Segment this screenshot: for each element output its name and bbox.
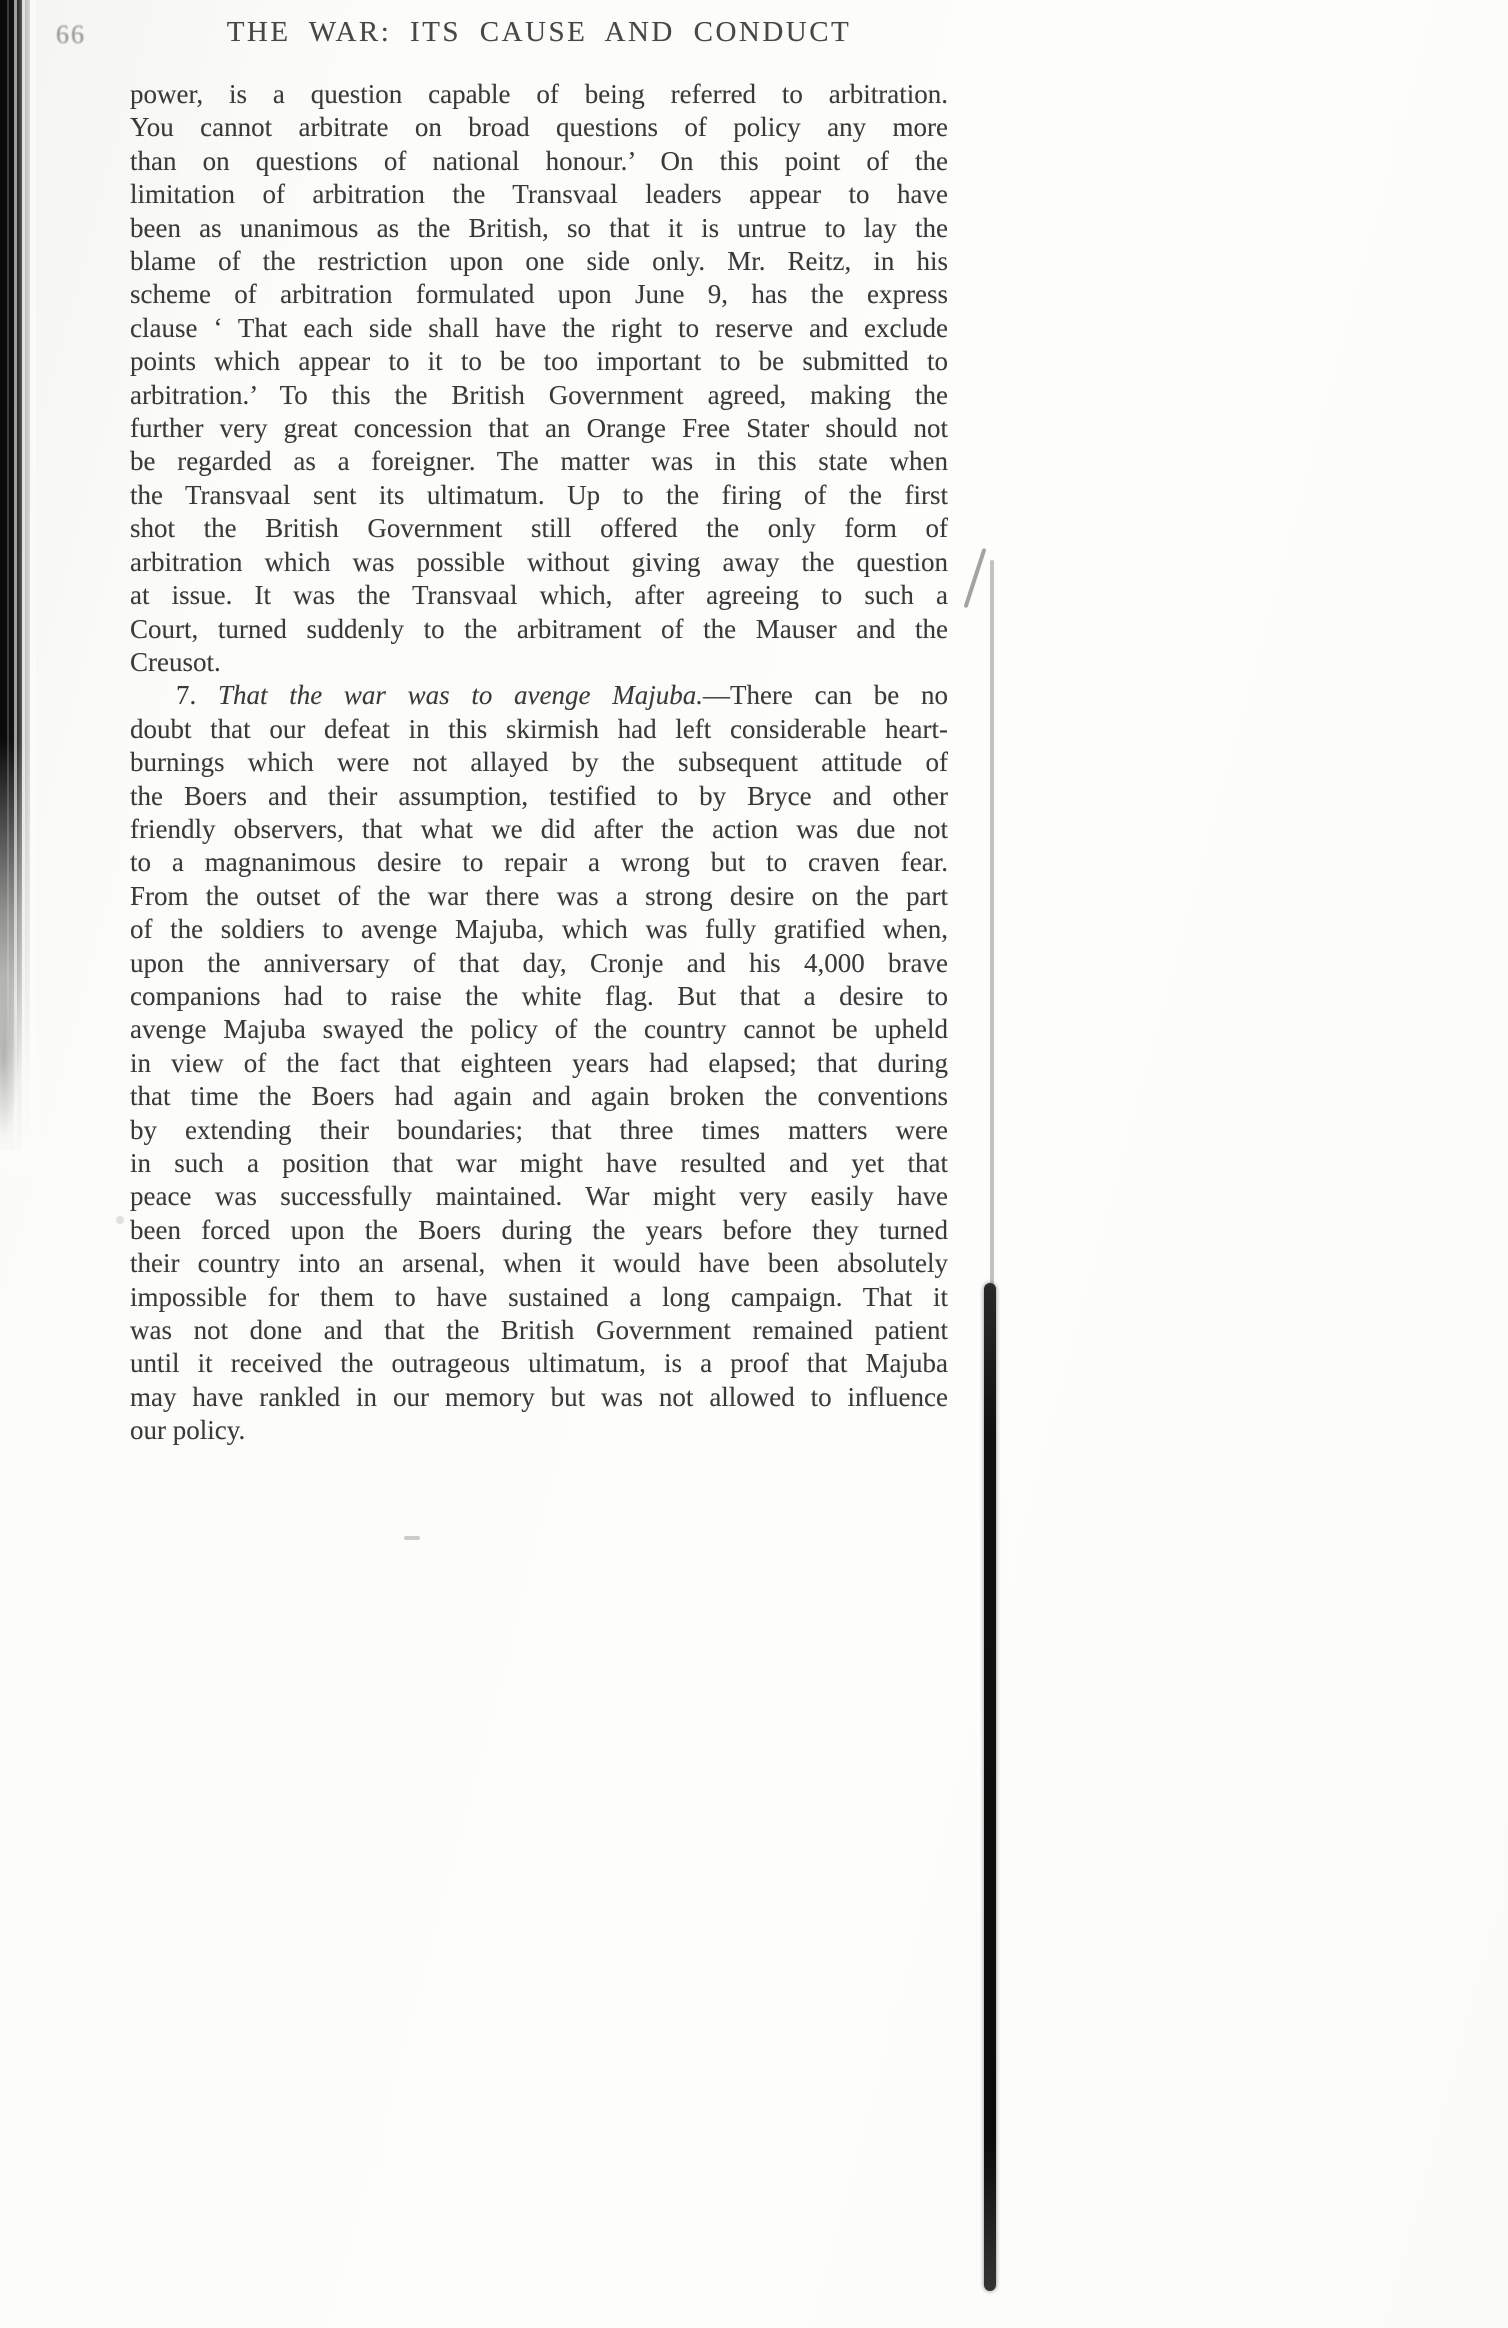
- text-line: until it received the outrageous ultimatum, is a proof that Majuba: [130, 1348, 948, 1379]
- text-line: friendly observers, that what we did after the action was due not: [130, 813, 948, 844]
- text-line: upon the anniversary of that day, Cronje and his 4,000 brave: [130, 947, 948, 978]
- text-line: the Transvaal sent its ultimatum. Up to the firing of the first: [130, 479, 948, 510]
- text-line: to a magnanimous desire to repair a wrong but to craven fear.: [130, 847, 948, 878]
- scan-line-right-faint: [990, 560, 994, 1288]
- text-line: by extending their boundaries; that three times matters were: [130, 1114, 948, 1145]
- scan-line-right-dark: [984, 1283, 996, 2291]
- text-line: further very great concession that an Orange Free Stater should not: [130, 413, 948, 444]
- text-line: may have rankled in our memory but was not allowed to influence: [130, 1381, 948, 1412]
- paragraph: [130, 78, 948, 679]
- text-line: burnings which were not allayed by the subsequent attitude of: [130, 747, 948, 778]
- text-line: impossible for them to have sustained a long campaign. That it: [130, 1281, 948, 1312]
- text-line: Court, turned suddenly to the arbitrament of the Mauser and the: [130, 613, 948, 644]
- binding-shadow-streaks: [0, 0, 30, 1150]
- page-number: 66: [56, 20, 86, 49]
- text-line: arbitration.’ To this the British Government agreed, making the: [130, 379, 948, 410]
- text-line: clause ‘ That each side shall have the right to reserve and exclude: [130, 312, 948, 343]
- scan-speck: [116, 1216, 124, 1224]
- text-segment: 7.: [176, 680, 218, 711]
- binding-shadow-fade-bottom: [0, 740, 36, 1170]
- text-line: be regarded as a foreigner. The matter was in this state when: [130, 446, 948, 477]
- text-segment: —There can be no: [702, 680, 949, 711]
- text-line: avenge Majuba swayed the policy of the country cannot be upheld: [130, 1014, 948, 1045]
- text-line: the Boers and their assumption, testified to by Bryce and other: [130, 780, 948, 811]
- page-body: [130, 78, 948, 1448]
- text-line: From the outset of the war there was a strong desire on the part: [130, 880, 948, 911]
- text-line: arbitration which was possible without giving away the question: [130, 546, 948, 577]
- text-line: [130, 679, 948, 712]
- text-line: companions had to raise the white flag. But that a desire to: [130, 980, 948, 1011]
- text-line: Creusot.: [130, 646, 221, 677]
- text-line: in view of the fact that eighteen years had elapsed; that during: [130, 1047, 948, 1078]
- text-line: been forced upon the Boers during the years before they turned: [130, 1214, 948, 1245]
- text-line: was not done and that the British Government remained patient: [130, 1315, 948, 1346]
- binding-shadow-fade-right: [16, 0, 36, 1160]
- page-title: THE WAR: ITS CAUSE AND CONDUCT: [226, 16, 852, 48]
- scan-speck: [404, 1536, 420, 1540]
- text-line: shot the British Government still offered the only form of: [130, 513, 948, 544]
- text-line: scheme of arbitration formulated upon June 9, has the express: [130, 279, 948, 310]
- text-line: power, is a question capable of being referred to arbitration.: [130, 79, 948, 109]
- text-line: their country into an arsenal, when it would have been absolutely: [130, 1248, 948, 1279]
- text-line: than on questions of national honour.’ On this point of the: [130, 145, 948, 176]
- text-line: that time the Boers had again and again broken the conventions: [130, 1081, 948, 1112]
- text-line: doubt that our defeat in this skirmish had left considerable heart-: [130, 713, 948, 744]
- paragraph: [130, 679, 948, 1447]
- scan-smudge-left: [0, 940, 28, 1170]
- text-line: of the soldiers to avenge Majuba, which was fully gratified when,: [130, 914, 948, 945]
- text-line: limitation of arbitration the Transvaal leaders appear to have: [130, 179, 948, 210]
- italic-text-segment: That the war was to avenge Majuba.: [217, 680, 703, 711]
- text-line: peace was successfully maintained. War might very easily have: [130, 1181, 948, 1212]
- text-line: blame of the restriction upon one side only. Mr. Reitz, in his: [130, 246, 948, 277]
- text-line: been as unanimous as the British, so that it is untrue to lay the: [130, 212, 948, 243]
- text-line: in such a position that war might have resulted and yet that: [130, 1148, 948, 1178]
- scan-mark-right-hook: [964, 548, 987, 608]
- text-line: at issue. It was the Transvaal which, after agreeing to such a: [130, 580, 948, 611]
- text-line: You cannot arbitrate on broad questions of policy any more: [130, 112, 948, 143]
- text-line: points which appear to it to be too important to be submitted to: [130, 346, 948, 377]
- text-line: our policy.: [130, 1415, 246, 1446]
